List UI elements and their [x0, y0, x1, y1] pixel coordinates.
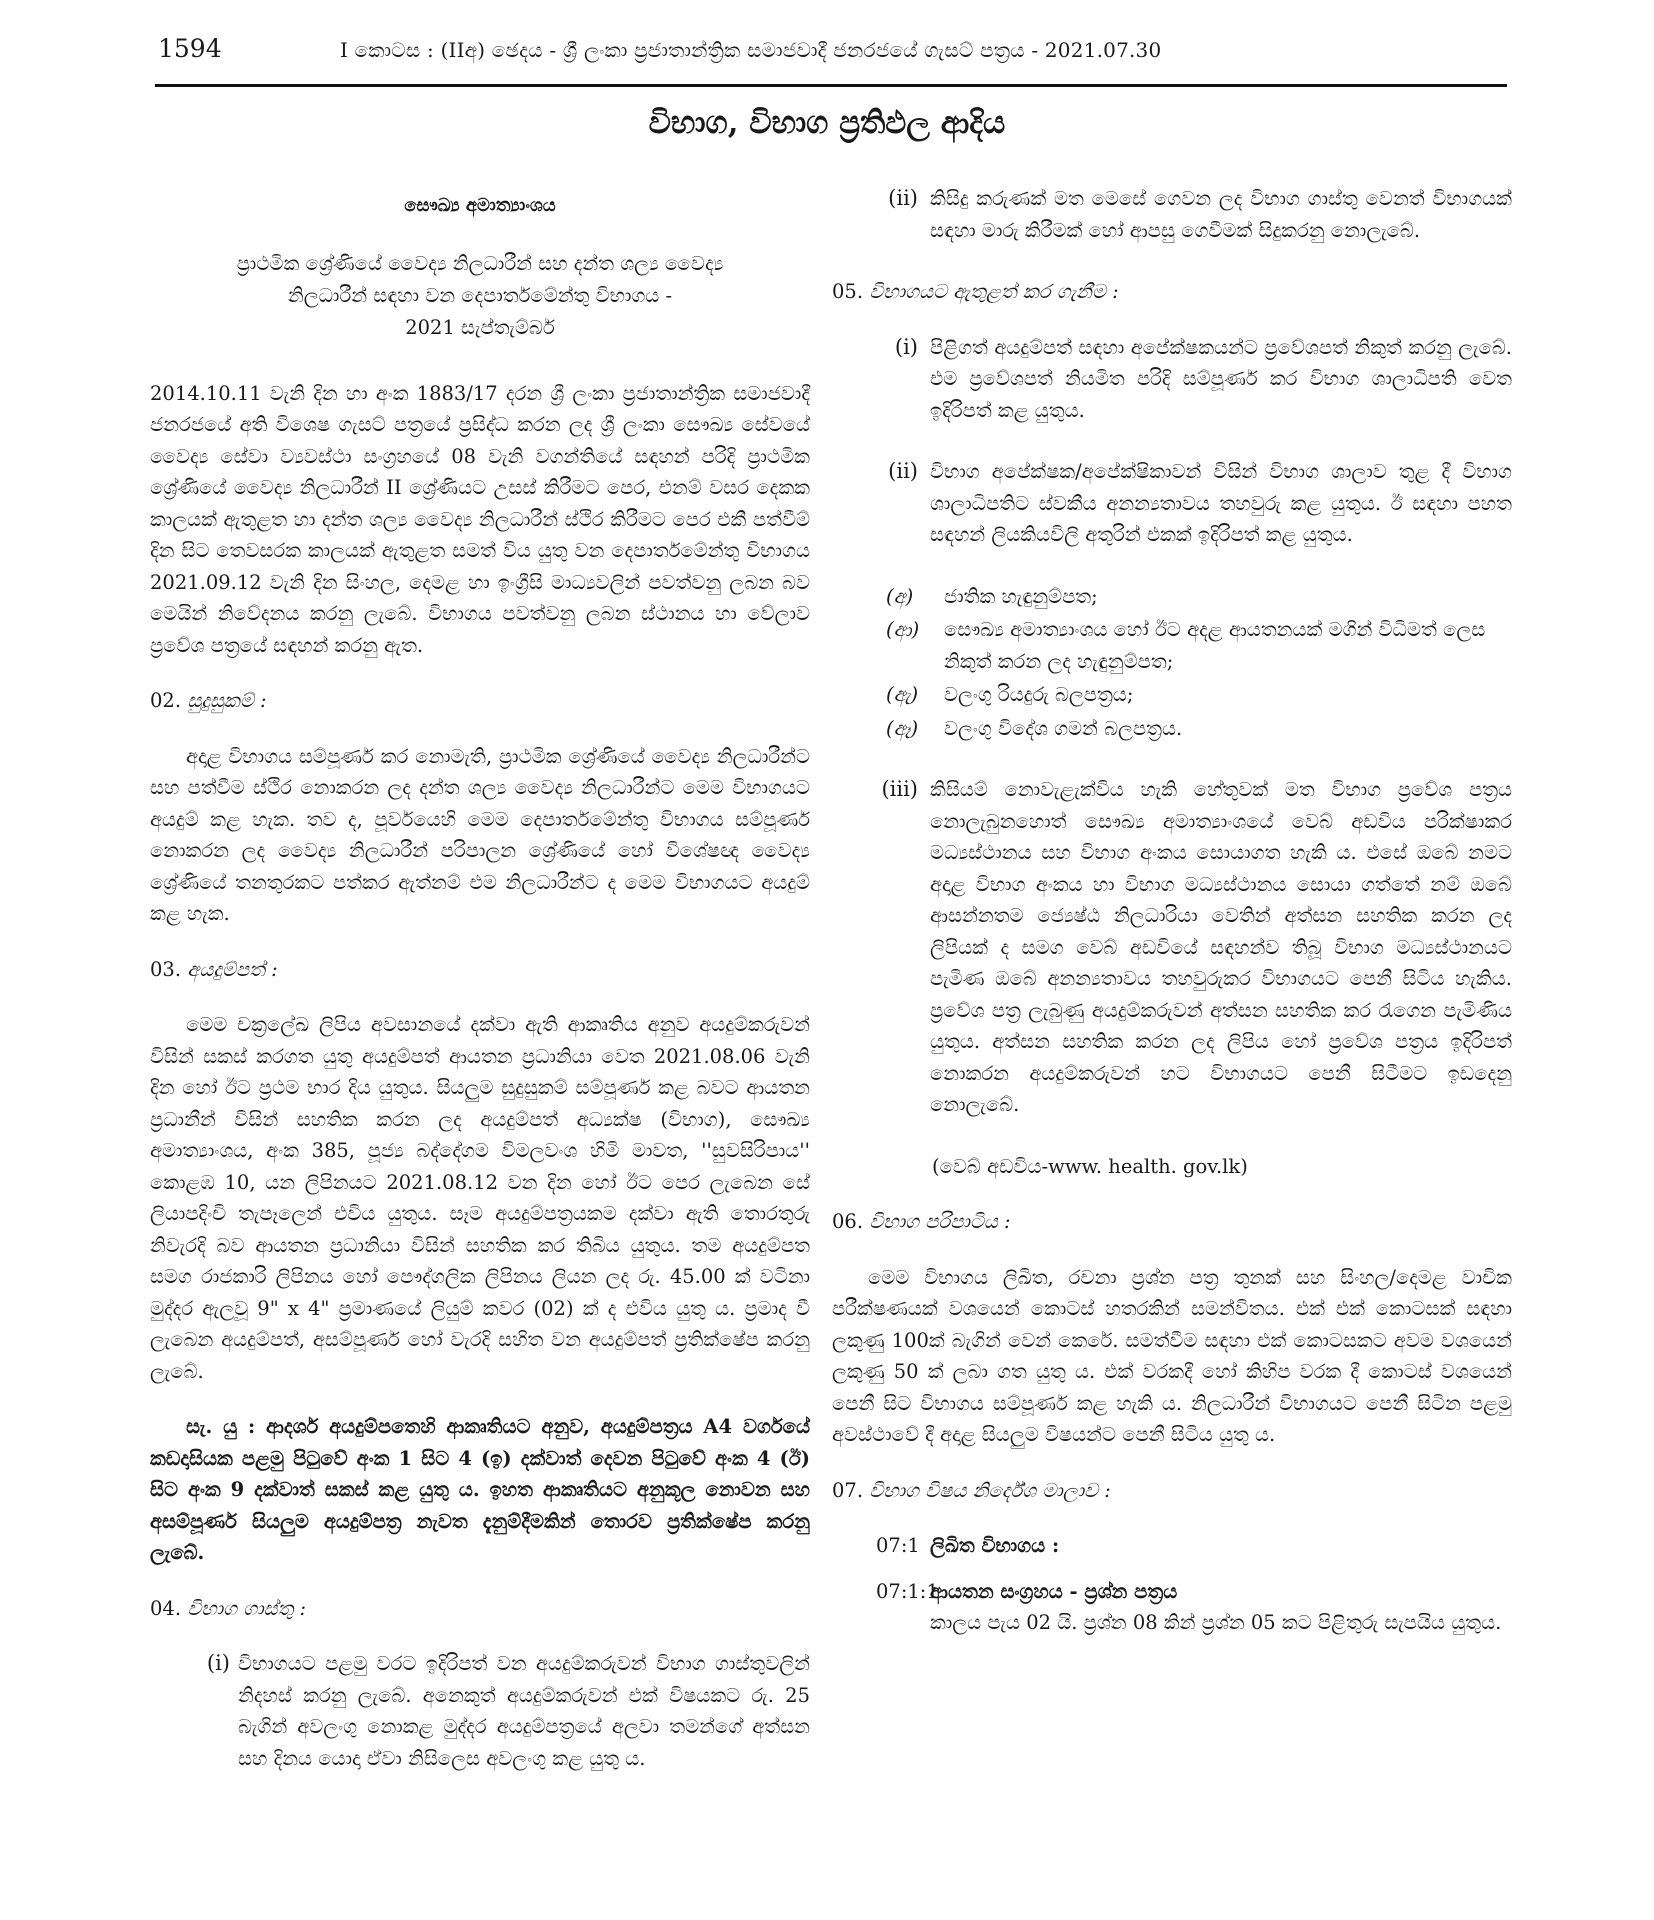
list-item-label: (ආ) — [886, 618, 920, 641]
header-rule — [155, 84, 1507, 87]
item-text: පිළිගත් අයදුම්පත් සඳහා අපේක්ෂකයන්ට ප්‍රවේශපත් නිකුත් කරනු ලැබේ. එම ප්‍රවේශපත් නියමිත පරිදි සම්පූර්ණ කර විභාග ශාලාධිපති වෙත ඉදිරිපත් කළ යුතුය. — [930, 335, 1512, 422]
list-item-label: (ඇ) — [886, 683, 919, 706]
section-number: 04. — [150, 1596, 182, 1620]
section-title: විභාග, විභාග ප්‍රතිඵල ආදිය — [648, 105, 1006, 141]
item-text: කිසියම් නොවැළැක්විය හැකි හේතුවක් මත විභාග ප්‍රවේශ පත්‍රය නොලැබුනහොත් සෞඛ්‍ය අමාත්‍යාංශයේ වෙබ් අඩවිය පරික්ෂාකර මධ්‍යස්ථානය සහ විභාග අංකය සොයාගත හැකි ය. එසේ ඔබේ නමට අදාළ විභාග අංකය හා විභාග මධ්‍යස්ථානය සොයා ගත්තේ නම් ඔබේ ආසන්නතම ජ්‍යෙෂ්ඨ නිලධාරියා වෙතින් අත්සන සහතික කරන ලද ලිපියක් ද සමග වෙබ් අඩවියේ සඳහන්ව තිබූ විභාග මධ්‍යස්ථානයට පැමිණ ඔබේ අනන්‍යතාවය තහවුරුකර විභාගයට පෙනී සිටිය හැකිය. ප්‍රවේශ පත්‍ර ලැබුණු අයදුම්කරුවන් අත්සන සහතික කර රැගෙන පැමිණිය යුතුය. අත්සන සහතික කරන ලද ලිපිය හෝ ප්‍රවේශ පත්‍රය ඉදිරිපත් නොකරන අයදුම්කරුවන් හට විභාගයට පෙනී සිටීමට ඉඩදෙනු නොලැබේ. — [930, 778, 1512, 1116]
left-column — [150, 190, 810, 1804]
section-number: 03. — [150, 957, 182, 981]
section-label: විභාග පරිපාටිය : — [869, 1210, 1011, 1233]
item-number: (ii) — [888, 459, 918, 483]
page-number: 1594 — [158, 34, 222, 63]
item-number: (i) — [206, 1651, 230, 1675]
right-column — [832, 183, 1512, 1653]
section-label: විභාගයට ඇතුළත් කර ගැනීම : — [869, 280, 1119, 303]
list-item — [832, 679, 1512, 711]
section-04-item-i — [150, 1648, 810, 1774]
section-label: විභාග විෂය නිර්දේශ මාලාව : — [869, 1478, 1111, 1502]
section-05-item-ii — [832, 456, 1512, 551]
item-number: (iii) — [881, 777, 918, 801]
subsection-number: 07:1:1 — [876, 1579, 939, 1603]
list-item — [832, 581, 1512, 613]
subsection-number: 07:1 — [876, 1534, 920, 1557]
subsection-label: ලිඛිත විභාගය : — [930, 1534, 1060, 1557]
section-06-body: මෙම විභාගය ලිඛිත, රචනා ප්‍රශ්න පත්‍ර තුනක් සහ සිංහල/දෙමළ වාචික පරීක්ෂණයක් වශයෙන් කොටස් හතරකින් සමන්විතය. එක් එක් කොටසක් සඳහා ලකුණු 100ක් බැගින් වෙන් කෙරේ. සමත්වීම සඳහා එක් කොටසකට අවම වශයෙන් ලකුණු 50 ක් ලබා ගත යුතු ය. එක් වරකදී හෝ කිහිප වරක දී කොටස් වශයෙන් පෙනී සිට විභාගය සම්පූර්ණ කළ හැකි ය. නිලධාරීන් විභාගයට පෙනී සිටින පළමු අවස්ථාවේ දී අදාළ සියලුම විෂයන්ට පෙනී සිටිය යුතු ය. — [832, 1265, 1512, 1446]
item-text: විභාගයට පළමු වරට ඉදිරිපත් වන අයදුම්කරුවන් විභාග ගාස්තුවලින් නිදහස් කරනු ලැබේ. අනෙකුත් අයදුම්කරුවන් එක් විෂයකට රු. 25 බැගින් අවලංගු නොකළ මුද්දර අයදුම්පත්‍රයේ අලවා තමන්ගේ අත්සන සහ දිනය යොදා ඒවා නිසිලෙස අවලංගු කළ යුතු ය. — [238, 1652, 810, 1770]
section-05-item-i — [832, 332, 1512, 427]
subsection-title: ආයතන සංග්‍රහය - ප්‍රශ්න පත්‍රය — [930, 1579, 1178, 1603]
section-label: සුදුසුකම් : — [187, 689, 267, 712]
section-04-heading — [150, 1593, 810, 1625]
section-05-item-iii — [832, 774, 1512, 1121]
section-label: අයදුම්පත් : — [187, 957, 278, 981]
notice-title-line: ප්‍රාථමික ශ්‍රේණියේ වෛද්‍ය නිලධාරීන් සහ දන්ත ශල්‍ය වෛද්‍ය — [236, 251, 724, 275]
notice-title-line: නිලධාරීන් සඳහා වන දෙපාර්තමේන්තු විභාගය - — [287, 283, 673, 307]
section-number: 07. — [832, 1478, 864, 1502]
list-item-text: වලංගු රියදුරු බලපත්‍රය; — [944, 683, 1134, 706]
notice-title-line: 2021 සැප්තැම්බර් — [405, 315, 555, 339]
item-number: (i) — [894, 334, 918, 359]
subsection-body: කාලය පැය 02 යි. ප්‍රශ්න 08 කින් ප්‍රශ්න 05 කට පිළිතුරු සැපයිය යුතුය. — [930, 1611, 1502, 1634]
section-03-body: මෙම චක්‍රලේඛ ලිපිය අවසානයේ දක්වා ඇති ආකෘතිය අනුව අයදුම්කරුවන් විසින් සකස් කරගත යුතු අයදුම්පත් ආයතන ප්‍රධානියා වෙත 2021.08.06 වැනි දින හෝ ඊට ප්‍රථම භාර දිය යුතුය. සියලුම සුදුසුකම් සම්පූර්ණ කළ බවට ආයතන ප්‍රධානීන් විසින් සහතික කරන ලද අයදුම්පත් අධ්‍යක්ෂ (විභාග), සෞඛ්‍ය අමාත්‍යාංශය, අංක 385, පූජ්‍ය බද්දේගම විමලවංශ හිමි මාවත, ''සුවසිරිපාය'' කොළඹ 10, යන ලිපිනයට 2021.08.12 වන දින හෝ ඊට පෙර ලැබෙන සේ ලියාපදිංචි තැපෑලෙන් එවිය යුතුය. සෑම අයදුම්පත්‍රයකම දක්වා ඇති තොරතුරු නිවැරදි බව ආයතන ප්‍රධානියා විසින් සහතික කර තිබිය යුතුය. තම අයදුම්පත සමග රාජකාරි ලිපිනය හෝ පෞද්ගලික ලිපිනය ලියන ලද රු. 45.00 ක් වටිනා මුද්දර ඇලවූ 9" x 4" ප්‍රමාණයේ ලියුම් කවර (02) ක් ද එවිය යුතු ය. ප්‍රමාද වී ලැබෙන අයදුම්පත්, අසම්පූර්ණ හෝ වැරදි සහිත වන අයදුම්පත් ප්‍රතික්ෂේප කරනු ලැබේ. — [150, 1013, 810, 1383]
id-document-list — [832, 581, 1512, 745]
section-label: විභාග ගාස්තු : — [187, 1596, 307, 1620]
section-06-heading — [832, 1206, 1512, 1238]
running-head: I කොටස : (IIඅ) ඡෙදය - ශ්‍රී ලංකා ප්‍රජාතාන්ත්‍රික සමාජවාදී ජනරජයේ ගැසට් පත්‍රය - 2021.07.30 — [340, 38, 1162, 62]
section-04-item-ii — [832, 183, 1512, 246]
section-number: 06. — [832, 1210, 864, 1233]
list-item-text: ජාතික හැඳුනුම්පත; — [944, 584, 1098, 608]
list-item-label: (ඈ) — [886, 716, 919, 740]
list-item-label: (අ) — [886, 584, 914, 608]
section-07-1-1 — [832, 1576, 1512, 1639]
list-item-text: වලංගු විදේශ ගමන් බලපත්‍රය. — [944, 716, 1183, 740]
notice-title — [150, 248, 810, 344]
item-text: විභාග අපේක්ෂක/අපේක්ෂිකාවන් විසින් විභාග ශාලාව තුළ දී විභාග ශාලාධිපතිට ස්වකීය අනන්‍යතාවය තහවුරු කළ යුතුය. ඊ සඳහා පහත සඳහන් ලියකියවිලි අතුරින් එකක් ඉදිරිපත් කළ යුතුය. — [930, 460, 1512, 546]
section-07-1 — [832, 1530, 1512, 1562]
section-02-heading — [150, 685, 810, 717]
list-item — [832, 713, 1512, 745]
ministry-name: සෞඛ්‍ය අමාත්‍යාංශය — [404, 195, 556, 216]
section-05-heading — [832, 276, 1512, 308]
section-03-note: සැ. යු : ආදර්ශ අයදුම්පතෙහි ආකෘතියට අනුව, අයදුම්පත්‍රය A4 වර්ගයේ කඩදාසියක පළමු පිටුවේ අංක 1 සිට 4 (ඉ) දක්වාත් දෙවන පිටුවේ අංක 4 (ඊ) සිට අංක 9 දක්වාත් සකස් කළ යුතු ය. ඉහත ආකෘතියට අනුකූල නොවන සහ අසම්පූර්ණ සියලුම අයදුම්පත්‍ර නැවත දැනුම්දීමකින් තොරව ප්‍රතික්ෂේප කරනු ලැබේ. — [150, 1415, 810, 1564]
website-reference: (වෙබ් අඩවිය-www. health. gov.lk) — [932, 1154, 1248, 1178]
section-number: 02. — [150, 689, 182, 712]
section-07-heading — [832, 1475, 1512, 1507]
item-number: (ii) — [888, 186, 918, 210]
item-text: කිසිදු කරුණක් මත මෙසේ ගෙවන ලද විභාග ගාස්තු වෙනත් විභාගයක් සඳහා මාරු කිරීමක් හෝ ආපසු ගෙවීමක් සිදුකරනු නොලැබේ. — [930, 187, 1512, 242]
list-item — [832, 614, 1512, 677]
section-number: 05. — [832, 280, 864, 303]
section-03-heading — [150, 954, 810, 986]
intro-paragraph: 2014.10.11 වැනි දින හා අංක 1883/17 දරන ශ්‍රී ලංකා ප්‍රජාතාන්ත්‍රික සමාජවාදී ජනරජයේ අති විශෙෂ ගැසට් පත්‍රයේ ප්‍රසිද්ධ කරන ලද ශ්‍රී ලංකා සෞඛ්‍ය සේවයේ වෛද්‍ය සේවා ව්‍යවස්ථා සංග්‍රහයේ 08 වැනි වගන්තියේ සඳහන් පරිදි ප්‍රාථමික ශ්‍රේණියේ වෛද්‍ය නිලධාරීන් II ශ්‍රේණියට උසස් කිරීමට පෙර, එනම් වසර දෙකක කාලයක් ඇතුළත හා දන්ත ශල්‍ය වෛද්‍ය නිලධාරීන් ස්ථිර කිරීමට පෙර එකී පත්වීම් දින සිට තෙවසරක කාලයක් ඇතුළත සමත් විය යුතු වන දෙපාර්තමේන්තු විභාගය 2021.09.12 වැනි දින සිංහල, දෙමළ හා ඉංග්‍රීසි මාධ්‍යවලින් පවත්වනු ලබන බව මෙයින් නිවේදනය කරනු ලැබේ. විභාගය පවත්වනු ලබන ස්ථානය හා වේලාව ප්‍රවේශ පත්‍රයේ සඳහන් කරනු ඇත. — [150, 381, 810, 657]
list-item-text: සෞඛ්‍ය අමාත්‍යාංශය හෝ ඊට අදළ ආයතනයක් මගින් විධිමත් ලෙස නිකුත් කරන ලද හැඳුනුම්පත; — [944, 618, 1486, 673]
section-02-body: අදාළ විභාගය සම්පූර්ණ කර නොමැති, ප්‍රාථමික ශ්‍රේණියේ වෛද්‍ය නිලධාරීන්ට සහ පත්වීම ස්ථිර නොකරන ලද දන්ත ශල්‍ය වෛද්‍ය නිලධාරීන්ට මෙම විභාගයට අයදුම් කළ හැක. තව ද, පූර්වයෙහි මෙම දෙපාර්තමේන්තු විභාගය සම්පූර්ණ නොකරන ලද වෛද්‍ය නිලධාරීන් පරිපාලන ශ්‍රේණියේ හෝ විශේෂඥ වෛද්‍ය ශ්‍රේණියේ තනතුරකට පත්කර ඇත්නම් එම නිලධාරීන්ට ද මෙම විභාගයට අයදුම් කළ හැක. — [150, 744, 810, 925]
